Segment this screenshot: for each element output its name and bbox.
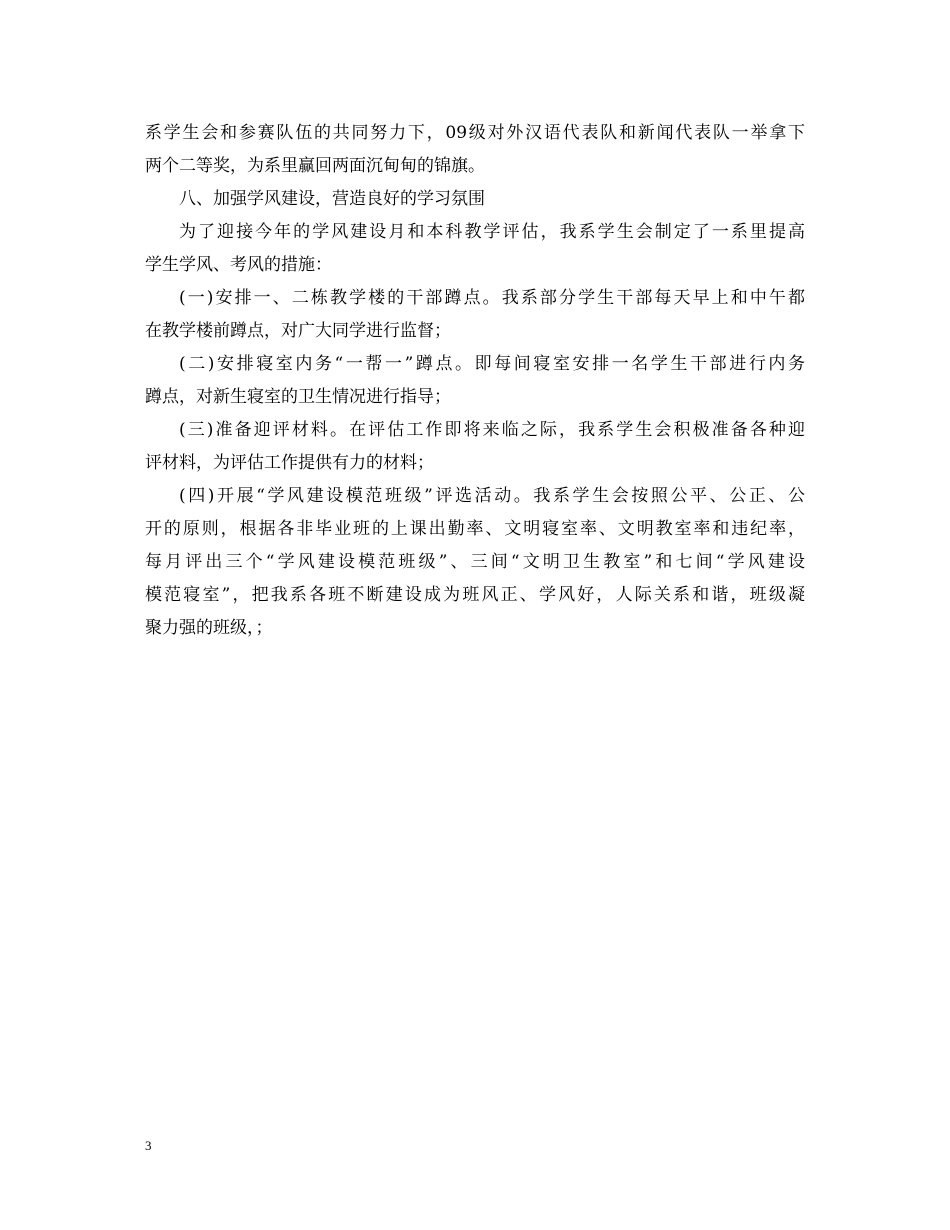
text-line: (三)准备迎评材料。在评估工作即将来临之际，我系学生会积极准备各种迎 [179, 420, 805, 440]
text-line: 蹲点，对新生寝室的卫生情况进行指导； [145, 387, 451, 407]
text-line: 聚力强的班级，； [145, 618, 273, 638]
text-line: (四)开展“学风建设模范班级”评选活动。我系学生会按照公平、公正、公 [179, 486, 805, 506]
section-heading: 八、加强学风建设，营造良好的学习氛围 [179, 189, 485, 209]
text-line: 模范寝室”，把我系各班不断建设成为班风正、学风好，人际关系和谐，班级凝 [145, 585, 805, 605]
text-line: (一)安排一、二栋教学楼的干部蹲点。我系部分学生干部每天早上和中午都 [179, 288, 805, 308]
text-line: 每月评出三个“学风建设模范班级”、三间“文明卫生教室”和七间“学风建设 [145, 552, 805, 572]
text-line: 学生学风、考风的措施： [145, 255, 332, 275]
text-line: 评材料，为评估工作提供有力的材料； [145, 453, 434, 473]
text-line: 两个二等奖，为系里赢回两面沉甸甸的锦旗。 [145, 156, 485, 176]
text-line: 在教学楼前蹲点，对广大同学进行监督； [145, 321, 451, 341]
text-line: 为了迎接今年的学风建设月和本科教学评估，我系学生会制定了一系里提高 [179, 222, 805, 242]
body-text [145, 117, 805, 645]
text-line: 系学生会和参赛队伍的共同努力下，09级对外汉语代表队和新闻代表队一举拿下 [145, 123, 805, 143]
text-line: 开的原则，根据各非毕业班的上课出勤率、文明寝室率、文明教室率和违纪率， [145, 519, 805, 539]
text-line: (二)安排寝室内务“一帮一”蹲点。即每间寝室安排一名学生干部进行内务 [179, 354, 805, 374]
page-number: 3 [145, 1138, 152, 1153]
